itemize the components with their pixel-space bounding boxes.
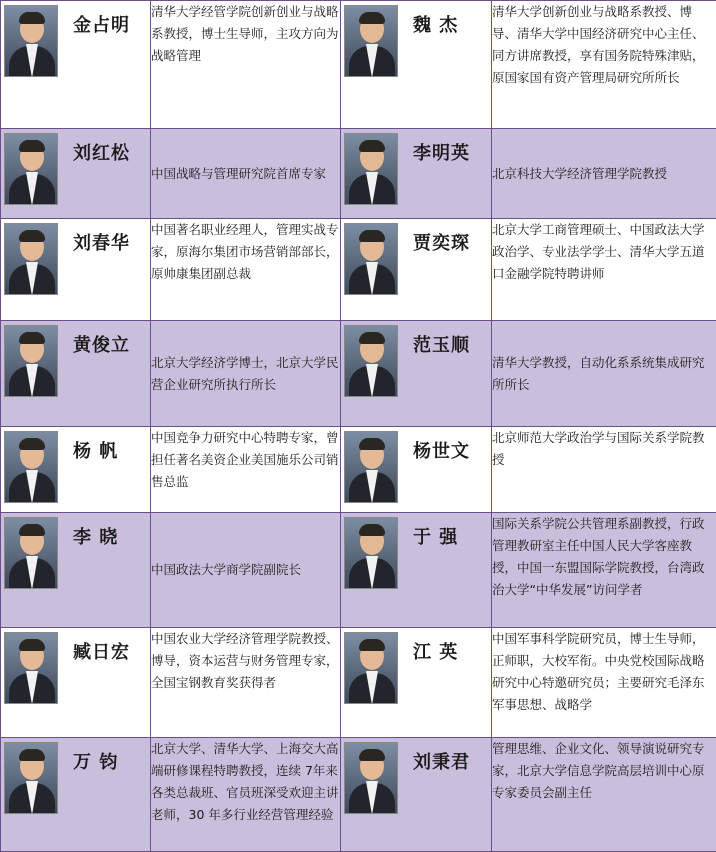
faculty-description: 北京科技大学经济管理学院教授 [492,129,716,219]
faculty-description: 中国战略与管理研究院首席专家 [151,129,341,219]
profile-cell [1,1,151,129]
faculty-name: 臧日宏 [73,638,130,664]
portrait-photo [4,517,58,589]
portrait-photo [344,742,398,814]
profile-cell [341,129,492,219]
faculty-description: 清华大学创新创业与战略系教授、博导、清华大学中国经济研究中心主任、同方讲席教授，享有国务院特殊津贴，原国家国有资产管理局研究所所长 [492,1,716,129]
faculty-row [1,321,716,427]
faculty-name: 杨 帆 [73,437,118,463]
faculty-description: 国际关系学院公共管理系副教授，行政管理教研室主任中国人民大学客座教授，中国一东盟国际学院教授，台湾政治大学“中华发展”访问学者 [492,513,716,628]
portrait-photo [4,431,58,503]
faculty-row [1,738,716,852]
faculty-description: 清华大学教授，自动化系系统集成研究所所长 [492,321,716,427]
portrait-photo [344,431,398,503]
profile-cell [341,427,492,513]
faculty-name: 贾奕琛 [413,229,470,255]
portrait-photo [4,133,58,205]
portrait-photo [4,223,58,295]
portrait-photo [4,632,58,704]
faculty-row [1,129,716,219]
profile-cell [1,219,151,321]
faculty-name: 李明英 [413,139,470,165]
faculty-description: 中国军事科学院研究员，博士生导师，正师职，大校军衔。中央党校国际战略研究中心特邀研究员；主要研究毛泽东军事思想、战略学 [492,628,716,738]
faculty-name: 范玉顺 [413,331,470,357]
faculty-row [1,219,716,321]
profile-cell [1,321,151,427]
faculty-name: 刘春华 [73,229,130,255]
faculty-name: 金占明 [73,11,130,37]
faculty-name: 万 钧 [73,748,118,774]
faculty-description: 北京大学经济学博士，北京大学民营企业研究所执行所长 [151,321,341,427]
faculty-description: 中国农业大学经济管理学院教授、博导，资本运营与财务管理专家，全国宝钢教育奖获得者 [151,628,341,738]
portrait-photo [344,325,398,397]
faculty-row [1,427,716,513]
faculty-name: 江 英 [413,638,458,664]
faculty-description: 管理思维、企业文化、领导演说研究专家，北京大学信息学院高层培训中心原专家委员会副主任 [492,738,716,852]
profile-cell [341,738,492,852]
portrait-photo [344,517,398,589]
portrait-photo [4,325,58,397]
faculty-row [1,513,716,628]
faculty-description: 清华大学经管学院创新创业与战略系教授，博士生导师，主攻方向为战略管理 [151,1,341,129]
portrait-photo [344,223,398,295]
profile-cell [341,628,492,738]
faculty-name: 李 晓 [73,523,118,549]
faculty-description: 北京大学工商管理硕士、中国政法大学政治学、专业法学学士、清华大学五道口金融学院特聘讲师 [492,219,716,321]
profile-cell [1,628,151,738]
profile-cell [1,129,151,219]
faculty-name: 杨世文 [413,437,470,463]
faculty-description: 北京大学、清华大学、上海交大高端研修课程特聘教授，连续 7年来各类总裁班、官员班深受欢迎主讲老师，30 年多行业经营管理经验 [151,738,341,852]
profile-cell [341,513,492,628]
profile-cell [1,738,151,852]
profile-cell [1,427,151,513]
faculty-description: 中国政法大学商学院副院长 [151,513,341,628]
faculty-row [1,628,716,738]
faculty-name: 刘红松 [73,139,130,165]
faculty-row [1,1,716,129]
faculty-name: 魏 杰 [413,11,458,37]
faculty-name: 黄俊立 [73,331,130,357]
profile-cell [341,219,492,321]
faculty-name: 刘秉君 [413,748,470,774]
portrait-photo [4,5,58,77]
faculty-name: 于 强 [413,523,458,549]
portrait-photo [344,632,398,704]
faculty-description: 中国著名职业经理人，管理实战专家，原海尔集团市场营销部部长，原帅康集团副总裁 [151,219,341,321]
faculty-description: 中国竞争力研究中心特聘专家，曾担任著名美资企业美国施乐公司销售总监 [151,427,341,513]
portrait-photo [344,5,398,77]
profile-cell [341,1,492,129]
faculty-description: 北京师范大学政治学与国际关系学院教授 [492,427,716,513]
profile-cell [341,321,492,427]
portrait-photo [4,742,58,814]
profile-cell [1,513,151,628]
portrait-photo [344,133,398,205]
